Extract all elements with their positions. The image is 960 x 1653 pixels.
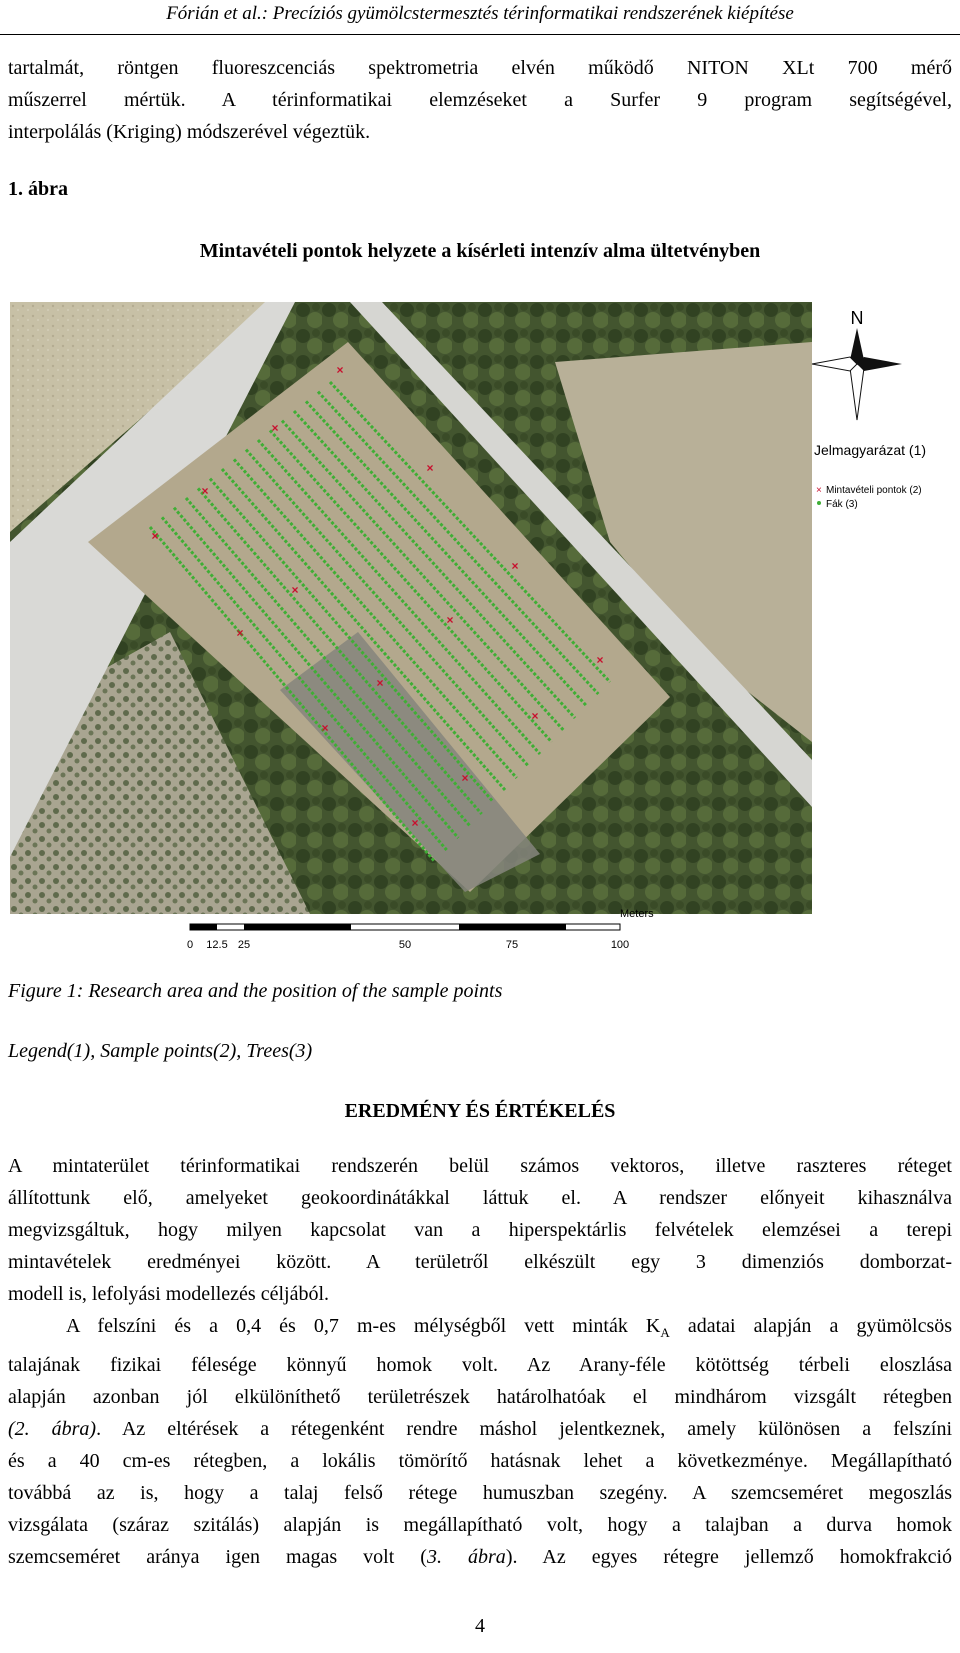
text-line: továbbá az is, hogy a talaj felső rétege humuszban szegény. A szemcseméret megoszlás: [8, 1482, 952, 1504]
sample-point-marker: ×: [151, 529, 159, 543]
running-header: Fórián et al.: Precíziós gyümölcstermesztés térinformatikai rendszerének kiépítése: [0, 0, 960, 35]
text-line: [8, 1541, 952, 1573]
text-line: A mintaterület térinformatikai rendszerén belül számos vektoros, illetve raszteres réteget: [8, 1155, 952, 1177]
legend-title: Jelmagyarázat (1): [814, 442, 927, 458]
sample-point-marker: ×: [201, 484, 209, 498]
text-segment: ). Az egyes rétegre jellemző homokfrakció: [505, 1546, 952, 1568]
text-line: [8, 1413, 952, 1445]
text-line: állítottunk elő, amelyeket geokoordinátákkal láttuk el. A rendszer előnyeit kihasználva: [8, 1187, 952, 1209]
scale-tick-label: 0: [186, 939, 194, 951]
text-line: mintavételek eredményei között. A területről elkészült egy 3 dimenziós domborzat-: [8, 1251, 952, 1273]
results-paragraph-2: [8, 1310, 952, 1573]
text-line: talajának fizikai félesége könnyű homok volt. Az Arany-féle kötöttség térbeli eloszlása: [8, 1354, 952, 1376]
sample-point-marker: ×: [336, 363, 344, 377]
text-segment: A felszíni és a 0,4 és 0,7 m-es mélységből vett minták K: [66, 1315, 661, 1337]
text-segment: szemcseméret aránya igen magas volt (: [8, 1546, 427, 1568]
aerial-map: [10, 302, 812, 914]
scale-tick-label: 12.5: [206, 939, 228, 951]
legend-sample-icon: ×: [816, 485, 822, 496]
figure-label: 1. ábra: [8, 178, 68, 200]
sample-point-marker: ×: [321, 721, 329, 735]
page-number: 4: [475, 1615, 485, 1637]
text-line: modell is, lefolyási modellezés céljából.: [8, 1283, 330, 1305]
sample-point-marker: ×: [271, 421, 279, 435]
text-subscript: A: [660, 1325, 670, 1340]
text-line: vizsgálata (száraz szitálás) alapján is megállapítható volt, hogy a talajban a durva homok: [8, 1514, 952, 1536]
north-label: N: [850, 308, 864, 328]
scale-tick-label: 25: [237, 939, 251, 951]
sample-point-marker: ×: [291, 583, 299, 597]
figure-reference: (2. ábra): [8, 1418, 97, 1440]
results-paragraph-1: [8, 1150, 952, 1310]
sample-point-marker: ×: [531, 709, 539, 723]
intro-paragraph: [8, 52, 952, 148]
legend-tree-label: Fák (3): [826, 499, 858, 510]
sample-point-marker: ×: [426, 461, 434, 475]
figure-legend-caption: Legend(1), Sample points(2), Trees(3): [8, 1040, 313, 1062]
text-segment: adatai alapján a gyümölcsös: [669, 1315, 953, 1337]
text-line: [8, 1310, 952, 1349]
figure-reference: 3. ábra: [426, 1546, 506, 1568]
sample-point-marker: ×: [461, 771, 469, 785]
sample-point-marker: ×: [511, 559, 519, 573]
scale-tick-label: 100: [610, 939, 630, 951]
text-line: és a 40 cm-es rétegben, a lokális tömörítő hatásnak lehet a következménye. Megállapítható: [8, 1450, 952, 1472]
figure-title: Mintavételi pontok helyzete a kísérleti intenzív alma ültetvényben: [199, 240, 761, 262]
sample-point-marker: ×: [411, 816, 419, 830]
legend-sample-label: Mintavételi pontok (2): [826, 485, 922, 496]
intro-line: műszerrel mértük. A térinformatikai elemzéseket a Surfer 9 program segítségével,: [8, 89, 952, 111]
legend-tree-icon: [817, 501, 821, 505]
intro-line: interpolálás (Kriging) módszerével végeztük.: [8, 121, 371, 143]
legend-panel: [812, 302, 960, 914]
scale-tick-label: 75: [505, 939, 519, 951]
sample-point-marker: ×: [376, 676, 384, 690]
scale-tick-label: 50: [398, 939, 412, 951]
sample-point-marker: ×: [596, 653, 604, 667]
text-line: alapján azonban jól elkülöníthető területrészek határolhatóak el mindhárom vizsgált rétegben: [8, 1386, 952, 1408]
scale-bar: [186, 908, 654, 970]
section-title: EREDMÉNY ÉS ÉRTÉKELÉS: [344, 1100, 616, 1122]
text-line: megvizsgáltuk, hogy milyen kapcsolat van a hiperspektárlis felvételek elemzései a terepi: [8, 1219, 952, 1241]
scale-unit: Meters: [620, 908, 654, 920]
text-segment: . Az eltérések a rétegenként rendre máshol jelentkeznek, amely különösen a felszíni: [96, 1418, 953, 1440]
intro-line: tartalmát, röntgen fluoreszcenciás spektrometria elvén működő NITON XLt 700 mérő: [8, 57, 952, 79]
sample-point-marker: ×: [236, 626, 244, 640]
figure-caption: Figure 1: Research area and the position of the sample points: [8, 980, 503, 1002]
sample-point-marker: ×: [446, 613, 454, 627]
